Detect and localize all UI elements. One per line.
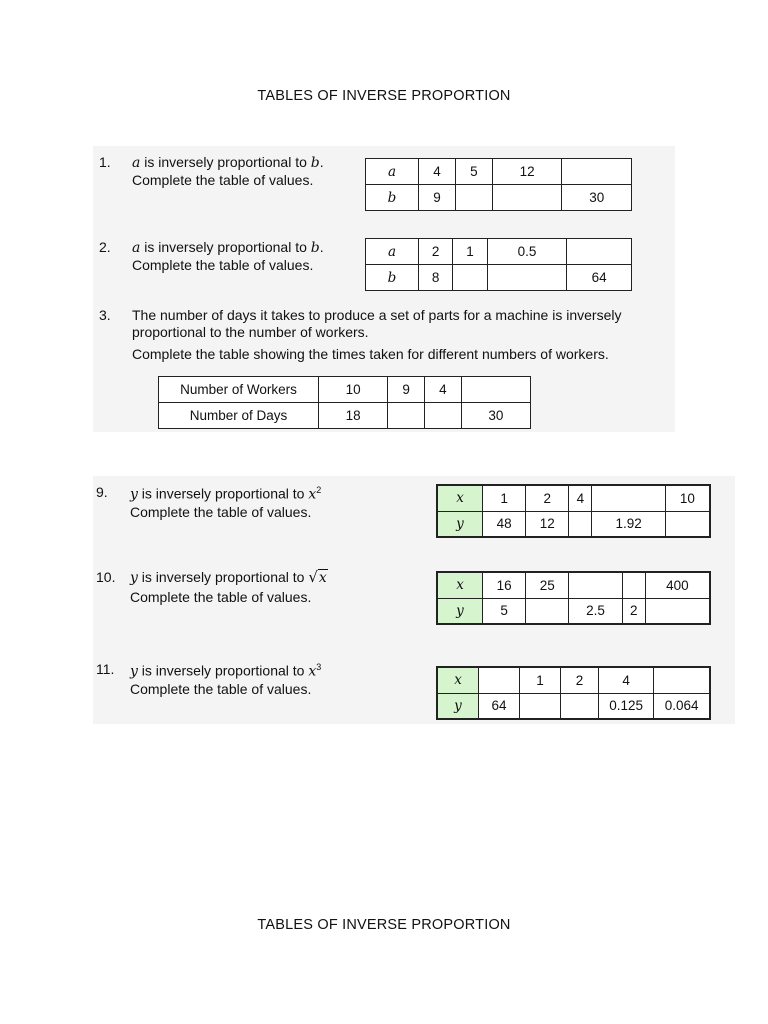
question-2-text: a is inversely proportional to b. Complete the table of values.	[132, 239, 324, 273]
table-cell: 4	[419, 159, 456, 185]
table-cell	[487, 265, 567, 291]
table-cell: 4	[424, 377, 461, 403]
table-cell: 400	[645, 572, 710, 598]
table-row-label: x	[437, 667, 479, 693]
table-cell	[561, 693, 599, 719]
table-cell	[567, 239, 632, 265]
table-cell: 8	[419, 265, 453, 291]
table-cell	[622, 572, 645, 598]
table-cell: 0.125	[599, 693, 654, 719]
table-row-label: Number of Workers	[159, 377, 319, 403]
table-cell	[461, 377, 530, 403]
table-cell: 30	[461, 403, 530, 429]
question-9-number: 9.	[96, 484, 108, 500]
square-root-icon: √	[308, 568, 318, 586]
table-cell	[492, 185, 562, 211]
q2-var-b: b	[310, 240, 320, 256]
question-11-number: 11.	[96, 661, 115, 677]
table-row-label: y	[437, 598, 483, 624]
table-cell: 5	[483, 598, 526, 624]
table-cell: 1	[483, 485, 526, 511]
table-cell: 2.5	[569, 598, 622, 624]
table-cell: 9	[419, 185, 456, 211]
table-cell: 25	[526, 572, 569, 598]
question-1-number: 1.	[99, 154, 111, 170]
table-cell	[592, 485, 666, 511]
table-cell: 10	[665, 485, 710, 511]
question-3-number: 3.	[99, 307, 111, 323]
question-2-table	[365, 238, 632, 291]
table-cell: 64	[567, 265, 632, 291]
table-cell: 1.92	[592, 511, 666, 537]
table-row-label: b	[366, 265, 419, 291]
table-cell	[654, 667, 710, 693]
table-cell: 4	[569, 485, 592, 511]
question-1-table	[365, 158, 632, 211]
table-cell	[526, 598, 569, 624]
question-3-text: The number of days it takes to produce a set of parts for a machine is inversely proportional to the number of workers. Complete the table showing the times taken for different numbers of workers.	[132, 307, 622, 362]
page-title: TABLES OF INVERSE PROPORTION	[257, 88, 511, 104]
table-cell: 12	[492, 159, 562, 185]
question-11-table	[436, 666, 711, 720]
q1-var-a: a	[132, 155, 141, 171]
footer-title: TABLES OF INVERSE PROPORTION	[257, 917, 511, 933]
table-cell: 2	[526, 485, 569, 511]
table-cell: 1	[520, 667, 561, 693]
table-row-label: y	[437, 693, 479, 719]
table-cell: 30	[562, 185, 632, 211]
table-cell: 9	[388, 377, 425, 403]
table-row-label: a	[366, 239, 419, 265]
table-row-label: Number of Days	[159, 403, 319, 429]
question-11-text: y is inversely proportional to $x^3$ Complete the table of values.	[130, 662, 322, 697]
table-row-label: x	[437, 572, 483, 598]
question-9-table	[436, 484, 711, 538]
table-cell: 10	[319, 377, 388, 403]
table-cell	[569, 511, 592, 537]
question-10-text: y is inversely proportional to √x Complete the table of values.	[130, 568, 327, 605]
table-cell: 2	[561, 667, 599, 693]
question-10-table	[436, 571, 711, 625]
table-cell: 64	[479, 693, 520, 719]
table-cell	[388, 403, 425, 429]
table-cell	[424, 403, 461, 429]
table-cell	[455, 185, 492, 211]
table-cell: 18	[319, 403, 388, 429]
question-3-table	[158, 376, 531, 429]
table-cell: 2	[419, 239, 453, 265]
table-row-label: a	[366, 159, 419, 185]
table-cell	[569, 572, 622, 598]
table-cell: 5	[455, 159, 492, 185]
table-cell: 12	[526, 511, 569, 537]
q1-var-b: b	[310, 155, 320, 171]
table-cell: 1	[453, 239, 487, 265]
table-cell	[453, 265, 487, 291]
table-cell: 0.064	[654, 693, 710, 719]
table-row-label: b	[366, 185, 419, 211]
table-row-label: x	[437, 485, 483, 511]
table-cell	[562, 159, 632, 185]
question-9-text: y is inversely proportional to $x^2$ Complete the table of values.	[130, 485, 322, 520]
table-cell: 48	[483, 511, 526, 537]
table-cell: 2	[622, 598, 645, 624]
table-cell	[479, 667, 520, 693]
table-cell	[665, 511, 710, 537]
question-1-text: a is inversely proportional to b. Complete the table of values.	[132, 154, 324, 188]
question-2-number: 2.	[99, 239, 111, 255]
question-10-number: 10.	[96, 569, 116, 585]
table-cell	[645, 598, 710, 624]
table-cell	[520, 693, 561, 719]
table-cell: 16	[483, 572, 526, 598]
table-cell: 4	[599, 667, 654, 693]
table-row-label: y	[437, 511, 483, 537]
q2-var-a: a	[132, 240, 141, 256]
table-cell: 0.5	[487, 239, 567, 265]
